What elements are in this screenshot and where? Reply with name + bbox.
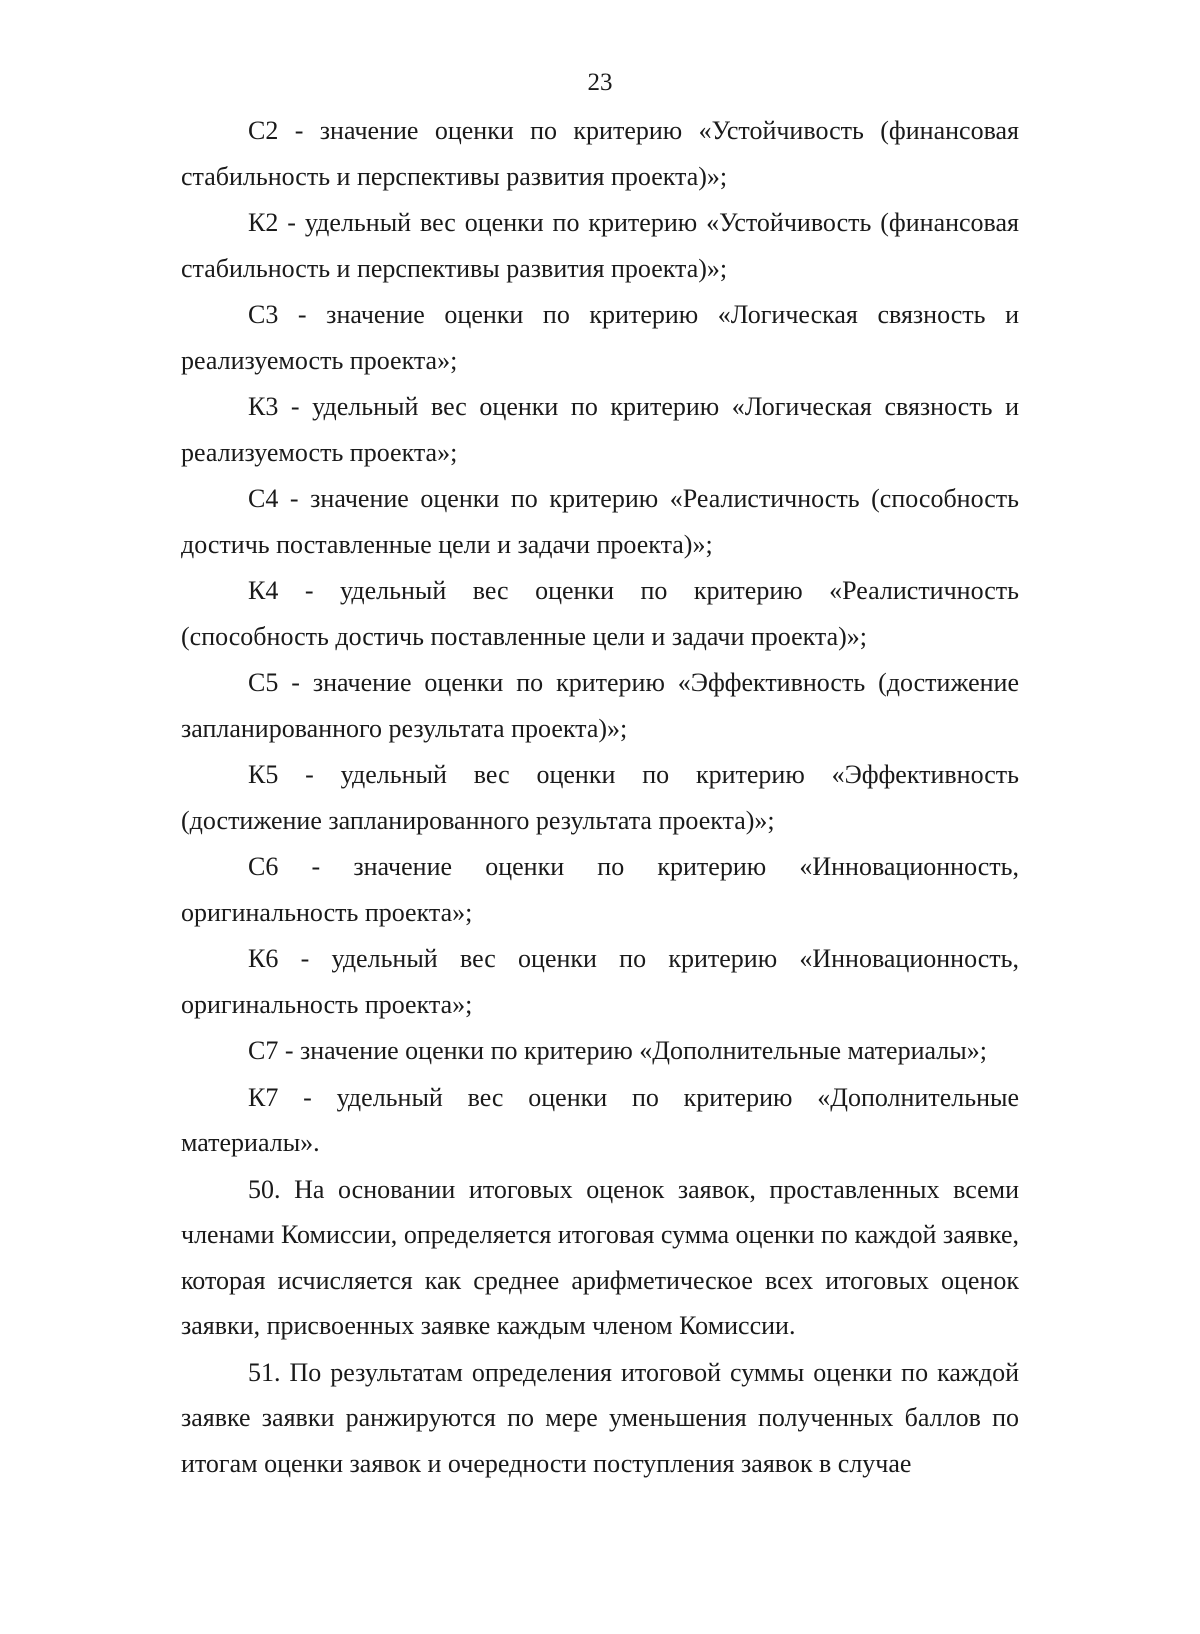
paragraph-c4: С4 - значение оценки по критерию «Реалистичность (способность достичь поставленные цели и задачи проекта)»; — [181, 484, 1019, 559]
paragraph-c2: С2 - значение оценки по критерию «Устойчивость (финансовая стабильность и перспективы развития проекта)»; — [181, 116, 1019, 191]
paragraph-k3: К3 - удельный вес оценки по критерию «Логическая связность и реализуемость проекта»; — [181, 392, 1019, 467]
paragraph-k5: К5 - удельный вес оценки по критерию «Эффективность (достижение запланированного результата проекта)»; — [181, 760, 1019, 835]
paragraph-c6: С6 - значение оценки по критерию «Инновационность, оригинальность проекта»; — [181, 852, 1019, 927]
paragraph-k4: К4 - удельный вес оценки по критерию «Реалистичность (способность достичь поставленные цели и задачи проекта)»; — [181, 576, 1019, 651]
paragraph-item-51: 51. По результатам определения итоговой суммы оценки по каждой заявке заявки ранжируются по мере уменьшения полученных баллов по итогам оценки заявок и очередности поступления заявок в случае — [181, 1357, 1019, 1478]
paragraph-k2: К2 - удельный вес оценки по критерию «Устойчивость (финансовая стабильность и перспективы развития проекта)»; — [181, 208, 1019, 283]
document-body — [181, 108, 1019, 1487]
paragraph-k7: К7 - удельный вес оценки по критерию «Дополнительные материалы». — [181, 1082, 1019, 1157]
paragraph-c3: С3 - значение оценки по критерию «Логическая связность и реализуемость проекта»; — [181, 300, 1019, 375]
paragraph-c5: С5 - значение оценки по критерию «Эффективность (достижение запланированного результата проекта)»; — [181, 668, 1019, 743]
paragraph-item-50: 50. На основании итоговых оценок заявок, проставленных всеми членами Комиссии, определяется итоговая сумма оценки по каждой заявке, которая исчисляется как среднее арифметическое всех итоговых оценок заявки, присвоенных заявке каждым членом Комиссии. — [181, 1174, 1019, 1340]
page-number: 23 — [587, 69, 613, 96]
paragraph-k6: К6 - удельный вес оценки по критерию «Инновационность, оригинальность проекта»; — [181, 944, 1019, 1019]
paragraph-c7: С7 - значение оценки по критерию «Дополнительные материалы»; — [248, 1036, 987, 1065]
